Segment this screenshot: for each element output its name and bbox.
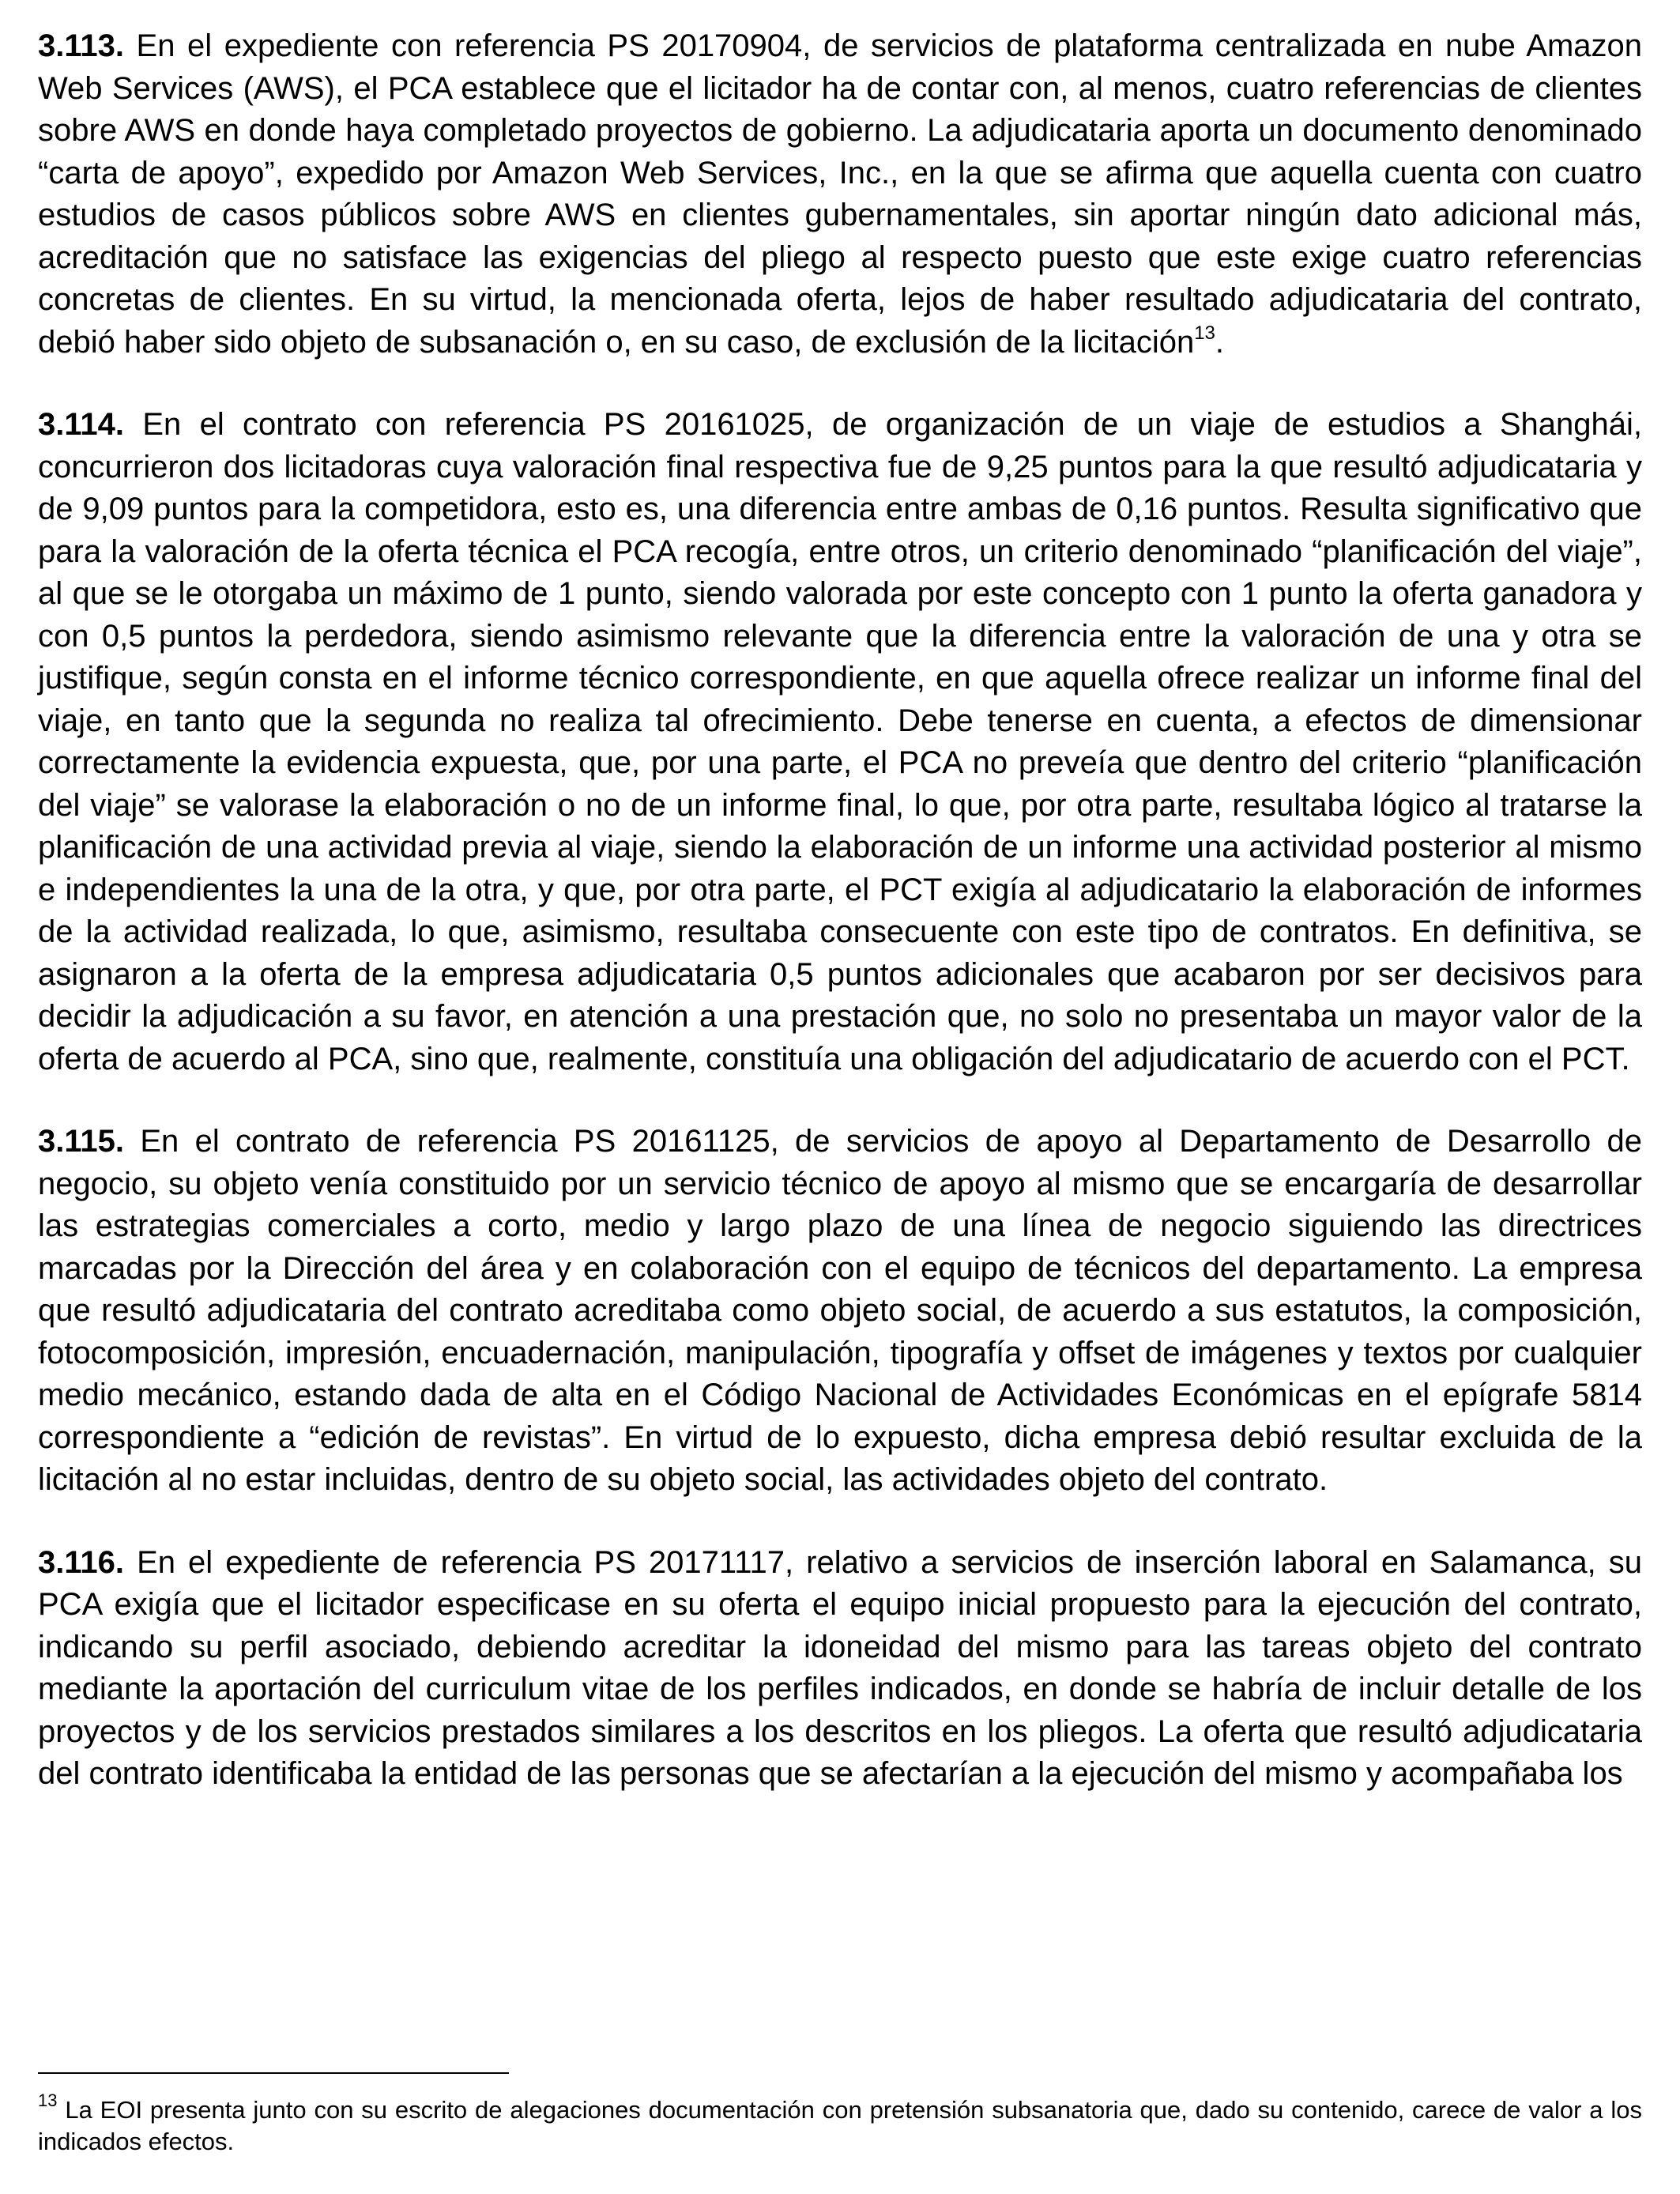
footnote-separator: [38, 2072, 509, 2074]
paragraph-text: En el expediente con referencia PS 20170904, de servicios de plataforma centralizada en nube Amazon Web Services (AWS), el PCA establece que el licitador ha de contar con, al menos, cuatro referencias de clientes sobre AWS en donde haya completado proyectos de gobierno. La adjudicataria aporta un documento denominado “carta de apoyo”, expedido por Amazon Web Services, Inc., en la que se afirma que aquella cuenta con cuatro estudios de casos públicos sobre AWS en clientes gubernamentales, sin aportar ningún dato adicional más, acreditación que no satisface las exigencias del pliego al respecto puesto que este exige cuatro referencias concretas de clientes. En su virtud, la mencionada oferta, lejos de haber resultado adjudicataria del contrato, debió haber sido objeto de subsanación o, en su caso, de exclusión de la licitación: [38, 28, 1642, 360]
paragraph-number: 3.115.: [38, 1124, 125, 1159]
footnote-reference[interactable]: 13: [1194, 322, 1215, 345]
paragraph-number: 3.113.: [38, 28, 125, 63]
paragraph-3-116: [38, 1542, 1642, 1796]
paragraph-3-115: [38, 1121, 1642, 1502]
paragraph-text: En el expediente de referencia PS 20171117, relativo a servicios de inserción laboral en Salamanca, su PCA exigía que el licitador especificase en su oferta el equipo inicial propuesto para la ejecución del contrato, indicando su perfil asociado, debiendo acreditar la idoneidad del mismo para las tareas objeto del contrato mediante la aportación del curriculum vitae de los perfiles indicados, en donde se habría de incluir detalle de los proyectos y de los servicios prestados similares a los descritos en los pliegos. La oferta que resultó adjudicataria del contrato identificaba la entidad de las personas que se afectarían a la ejecución del mismo y acompañaba los: [38, 1544, 1642, 1791]
footnote-13: [38, 2090, 1642, 2158]
paragraph-3-113: [38, 25, 1642, 364]
footnote-number: 13: [38, 2090, 58, 2110]
paragraph-text: En el contrato con referencia PS 20161025, de organización de un viaje de estudios a Shanghái, concurrieron dos licitadoras cuya valoración final respectiva fue de 9,25 puntos para la que resultó adjudicataria y de 9,09 puntos para la competidora, esto es, una diferencia entre ambas de 0,16 puntos. Resulta significativo que para la valoración de la oferta técnica el PCA recogía, entre otros, un criterio denominado “planificación del viaje”, al que se le otorgaba un máximo de 1 punto, siendo valorada por este concepto con 1 punto la oferta ganadora y con 0,5 puntos la perdedora, siendo asimismo relevante que la diferencia entre la valoración de una y otra se justifique, según consta en el informe técnico correspondiente, en que aquella ofrece realizar un informe final del viaje, en tanto que la segunda no realiza tal ofrecimiento. Debe tenerse en cuenta, a efectos de dimensionar correctamente la evidencia expuesta, que, por una parte, el PCA no preveía que dentro del criterio “planificación del viaje” se valorase la elaboración o no de un informe final, lo que, por otra parte, resultaba lógico al tratarse la planificación de una actividad previa al viaje, siendo la elaboración de un informe una actividad posterior al mismo e independientes la una de la otra, y que, por otra parte, el PCT exigía al adjudicatario la elaboración de informes de la actividad realizada, lo que, asimismo, resultaba consecuente con este tipo de contratos. En definitiva, se asignaron a la oferta de la empresa adjudicataria 0,5 puntos adicionales que acabaron por ser decisivos para decidir la adjudicación a su favor, en atención a una prestación que, no solo no presentaba un mayor valor de la oferta de acuerdo al PCA, sino que, realmente, constituía una obligación del adjudicatario de acuerdo con el PCT.: [38, 407, 1642, 1076]
document-body: [38, 25, 1642, 1836]
paragraph-3-114: [38, 404, 1642, 1080]
paragraph-number: 3.114.: [38, 407, 125, 442]
footnote-text: La EOI presenta junto con su escrito de alegaciones documentación con pretensión subsanatoria que, dado su contenido, carece de valor a los indicados efectos.: [38, 2096, 1642, 2155]
paragraph-tail: .: [1215, 324, 1225, 360]
paragraph-text: En el contrato de referencia PS 20161125, de servicios de apoyo al Departamento de Desarrollo de negocio, su objeto venía constituido por un servicio técnico de apoyo al mismo que se encargaría de desarrollar las estrategias comerciales a corto, medio y largo plazo de una línea de negocio siguiendo las directrices marcadas por la Dirección del área y en colaboración con el equipo de técnicos del departamento. La empresa que resultó adjudicataria del contrato acreditaba como objeto social, de acuerdo a sus estatutos, la composición, fotocomposición, impresión, encuadernación, manipulación, tipografía y offset de imágenes y textos por cualquier medio mecánico, estando dada de alta en el Código Nacional de Actividades Económicas en el epígrafe 5814 correspondiente a “edición de revistas”. En virtud de lo expuesto, dicha empresa debió resultar excluida de la licitación al no estar incluidas, dentro de su objeto social, las actividades objeto del contrato.: [38, 1124, 1642, 1497]
paragraph-number: 3.116.: [38, 1544, 125, 1580]
